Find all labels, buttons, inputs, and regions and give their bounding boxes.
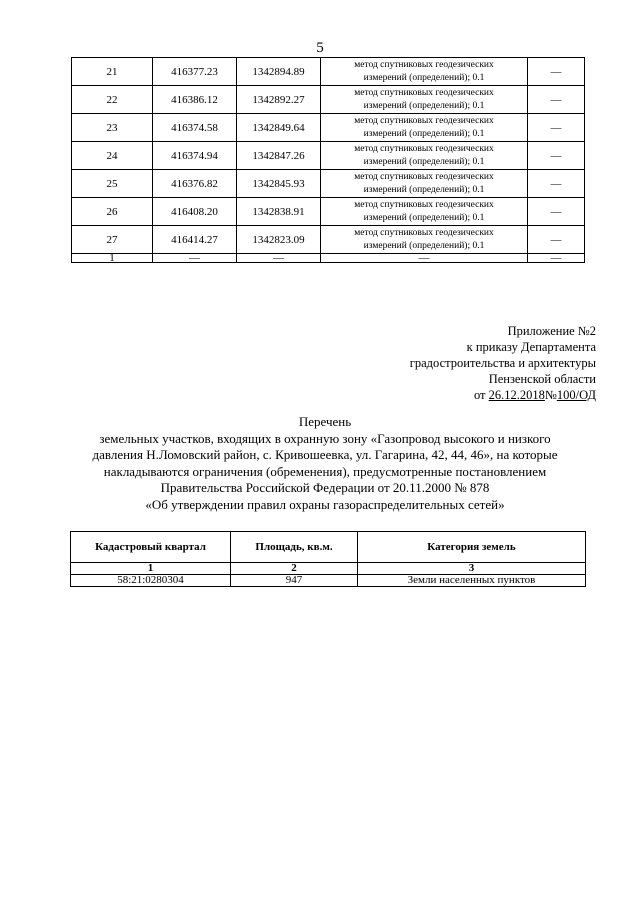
method-line-1: метод спутниковых геодезических [354, 143, 494, 154]
table-row [72, 142, 585, 170]
table-row [71, 575, 586, 587]
coord-x-cell: 416408.20 [153, 198, 237, 226]
coord-x-cell: 416414.27 [153, 226, 237, 254]
method-line-2: измерений (определений); 0.1 [363, 72, 485, 83]
description-cell: — [528, 86, 585, 114]
description-cell: — [528, 170, 585, 198]
appendix-number-prefix: № [544, 388, 557, 402]
area-cell: 947 [231, 575, 358, 587]
method-line-1: метод спутниковых геодезических [354, 199, 494, 210]
list-heading [60, 414, 590, 513]
method-line-2: измерений (определений); 0.1 [363, 240, 485, 251]
coord-x-cell: 416386.12 [153, 86, 237, 114]
land-plots-table [70, 531, 586, 587]
appendix-line-order: к приказу Департамента [466, 340, 596, 354]
coord-x-cell: 416376.82 [153, 170, 237, 198]
land-table-number-row [71, 563, 586, 575]
method-line-2: измерений (определений); 0.1 [363, 128, 485, 139]
heading-line-4: Правительства Российской Федерации от 20.11.2000 № 878 [160, 480, 490, 495]
point-number-cell: 27 [72, 226, 153, 254]
coord-x-cell: 416374.94 [153, 142, 237, 170]
method-cell [321, 58, 528, 86]
method-line-1: метод спутниковых геодезических [354, 227, 494, 238]
method-line-1: метод спутниковых геодезических [354, 87, 494, 98]
description-cell: — [528, 114, 585, 142]
appendix-line-region: Пензенской области [488, 372, 596, 386]
method-cell [321, 226, 528, 254]
method-line-2: измерений (определений); 0.1 [363, 212, 485, 223]
point-number-cell: 26 [72, 198, 153, 226]
coord-x-cell: 416374.58 [153, 114, 237, 142]
column-number-2: 2 [231, 563, 358, 575]
coord-y-cell: 1342823.09 [237, 226, 321, 254]
method-cell [321, 114, 528, 142]
appendix-date: 26.12.2018 [488, 388, 545, 402]
point-number-cell: 25 [72, 170, 153, 198]
appendix-line-department: градостроительства и архитектуры [409, 356, 596, 370]
method-cell [321, 170, 528, 198]
coord-x-cell: 416377.23 [153, 58, 237, 86]
cadastral-quarter-cell: 58:21:0280304 [71, 575, 231, 587]
appendix-date-prefix: от [473, 388, 486, 402]
point-number-cell: 23 [72, 114, 153, 142]
method-cell [321, 198, 528, 226]
description-cell: — [528, 254, 585, 263]
table-row [72, 198, 585, 226]
column-number-3: 3 [358, 563, 586, 575]
header-cadastral-quarter: Кадастровый квартал [71, 532, 231, 563]
heading-line-2: давления Н.Ломовский район, с. Кривошеевка, ул. Гагарина, 42, 44, 46», на которые [92, 447, 558, 462]
point-number-cell: 1 [72, 254, 153, 263]
header-area: Площадь, кв.м. [231, 532, 358, 563]
method-line-2: измерений (определений); 0.1 [363, 156, 485, 167]
appendix-block [410, 323, 596, 403]
description-cell: — [528, 226, 585, 254]
page-number: 5 [316, 40, 324, 56]
coordinates-table [71, 57, 585, 263]
appendix-date-line [410, 387, 596, 403]
coord-y-cell: — [237, 254, 321, 263]
table-row [72, 170, 585, 198]
method-line-1: метод спутниковых геодезических [354, 59, 494, 70]
land-category-cell: Земли населенных пунктов [358, 575, 586, 587]
coord-y-cell: 1342845.93 [237, 170, 321, 198]
coord-y-cell: 1342838.91 [237, 198, 321, 226]
coord-y-cell: 1342849.64 [237, 114, 321, 142]
method-cell [321, 142, 528, 170]
heading-line-3: накладываются ограничения (обременения), предусмотренные постановлением [103, 463, 547, 479]
method-cell [321, 86, 528, 114]
point-number-cell: 24 [72, 142, 153, 170]
coord-y-cell: 1342894.89 [237, 58, 321, 86]
heading-title: Перечень [298, 414, 352, 429]
header-land-category: Категория земель [358, 532, 586, 563]
appendix-number: 100/ОД [556, 388, 596, 402]
heading-line-1: земельных участков, входящих в охранную зону «Газопровод высокого и низкого [99, 430, 551, 446]
method-line-2: измерений (определений); 0.1 [363, 100, 485, 111]
column-number-1: 1 [71, 563, 231, 575]
description-cell: — [528, 198, 585, 226]
method-line-2: измерений (определений); 0.1 [363, 184, 485, 195]
appendix-title: Приложение №2 [507, 324, 596, 338]
method-line-1: метод спутниковых геодезических [354, 171, 494, 182]
coord-x-cell: — [153, 254, 237, 263]
table-row [72, 226, 585, 254]
description-cell: — [528, 58, 585, 86]
table-row [72, 86, 585, 114]
coord-y-cell: 1342847.26 [237, 142, 321, 170]
land-table-header-row [71, 532, 586, 563]
method-line-1: метод спутниковых геодезических [354, 115, 494, 126]
point-number-cell: 21 [72, 58, 153, 86]
table-row [72, 114, 585, 142]
point-number-cell: 22 [72, 86, 153, 114]
coord-y-cell: 1342892.27 [237, 86, 321, 114]
table-row [72, 254, 585, 263]
heading-line-5: «Об утверждении правил охраны газораспределительных сетей» [145, 496, 505, 512]
method-cell: — [321, 254, 528, 263]
description-cell: — [528, 142, 585, 170]
table-row [72, 58, 585, 86]
